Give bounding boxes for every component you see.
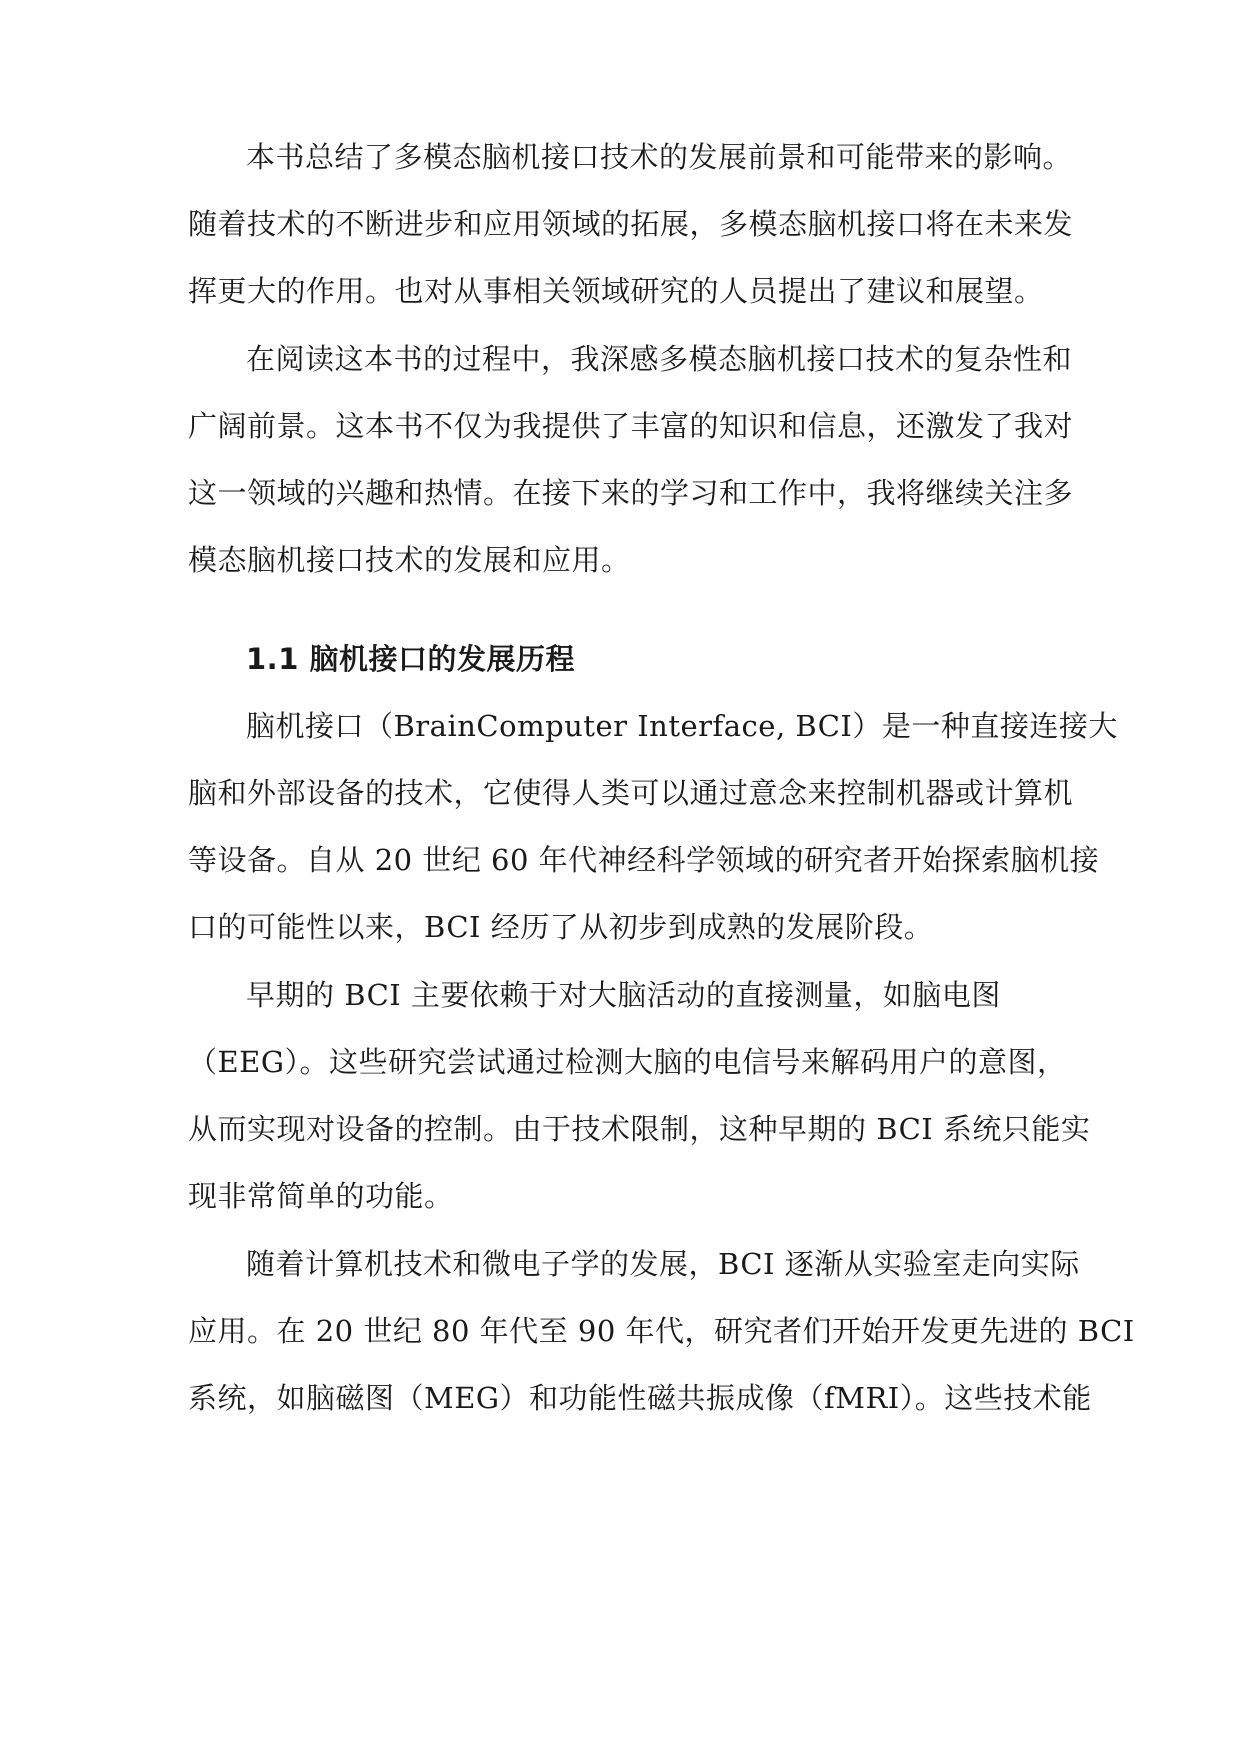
paragraph-1-line-1: 本书总结了多模态脑机接口技术的发展前景和可能带来的影响。 — [246, 140, 1073, 174]
section-paragraph-3-line-3: 系统，如脑磁图（MEG）和功能性磁共振成像（fMRI）。这些技术能 — [188, 1381, 1092, 1415]
section-paragraph-2-line-2: （EEG）。这些研究尝试通过检测大脑的电信号来解码用户的意图， — [188, 1045, 1067, 1079]
section-paragraph-3-line-1: 随着计算机技术和微电子学的发展，BCI 逐渐从实验室走向实际 — [246, 1247, 1080, 1281]
section-heading: 1.1 脑机接口的发展历程 — [246, 642, 575, 676]
paragraph-2-line-1: 在阅读这本书的过程中，我深感多模态脑机接口技术的复杂性和 — [246, 342, 1073, 376]
paragraph-2-line-3: 这一领域的兴趣和热情。在接下来的学习和工作中，我将继续关注多 — [188, 476, 1074, 510]
section-paragraph-3-line-2: 应用。在 20 世纪 80 年代至 90 年代，研究者们开始开发更先进的 BCI — [188, 1314, 1135, 1348]
section-paragraph-2-line-3: 从而实现对设备的控制。由于技术限制，这种早期的 BCI 系统只能实 — [188, 1112, 1091, 1146]
paragraph-1-line-3: 挥更大的作用。也对从事相关领域研究的人员提出了建议和展望。 — [188, 274, 1044, 308]
section-paragraph-2-line-1: 早期的 BCI 主要依赖于对大脑活动的直接测量，如脑电图 — [246, 978, 1001, 1012]
paragraph-2-line-4: 模态脑机接口技术的发展和应用。 — [188, 543, 631, 577]
paragraph-1-line-2: 随着技术的不断进步和应用领域的拓展，多模态脑机接口将在未来发 — [188, 207, 1074, 241]
section-paragraph-2-line-4: 现非常简单的功能。 — [188, 1179, 454, 1213]
section-paragraph-1-line-1: 脑机接口（BrainComputer Interface, BCI）是一种直接连接大 — [246, 709, 1118, 743]
section-paragraph-1-line-4: 口的可能性以来，BCI 经历了从初步到成熟的发展阶段。 — [188, 910, 934, 944]
section-paragraph-1-line-3: 等设备。自从 20 世纪 60 年代神经科学领域的研究者开始探索脑机接 — [188, 843, 1100, 877]
paragraph-2-line-2: 广阔前景。这本书不仅为我提供了丰富的知识和信息，还激发了我对 — [188, 409, 1074, 443]
section-paragraph-1-line-2: 脑和外部设备的技术，它使得人类可以通过意念来控制机器或计算机 — [188, 776, 1074, 810]
